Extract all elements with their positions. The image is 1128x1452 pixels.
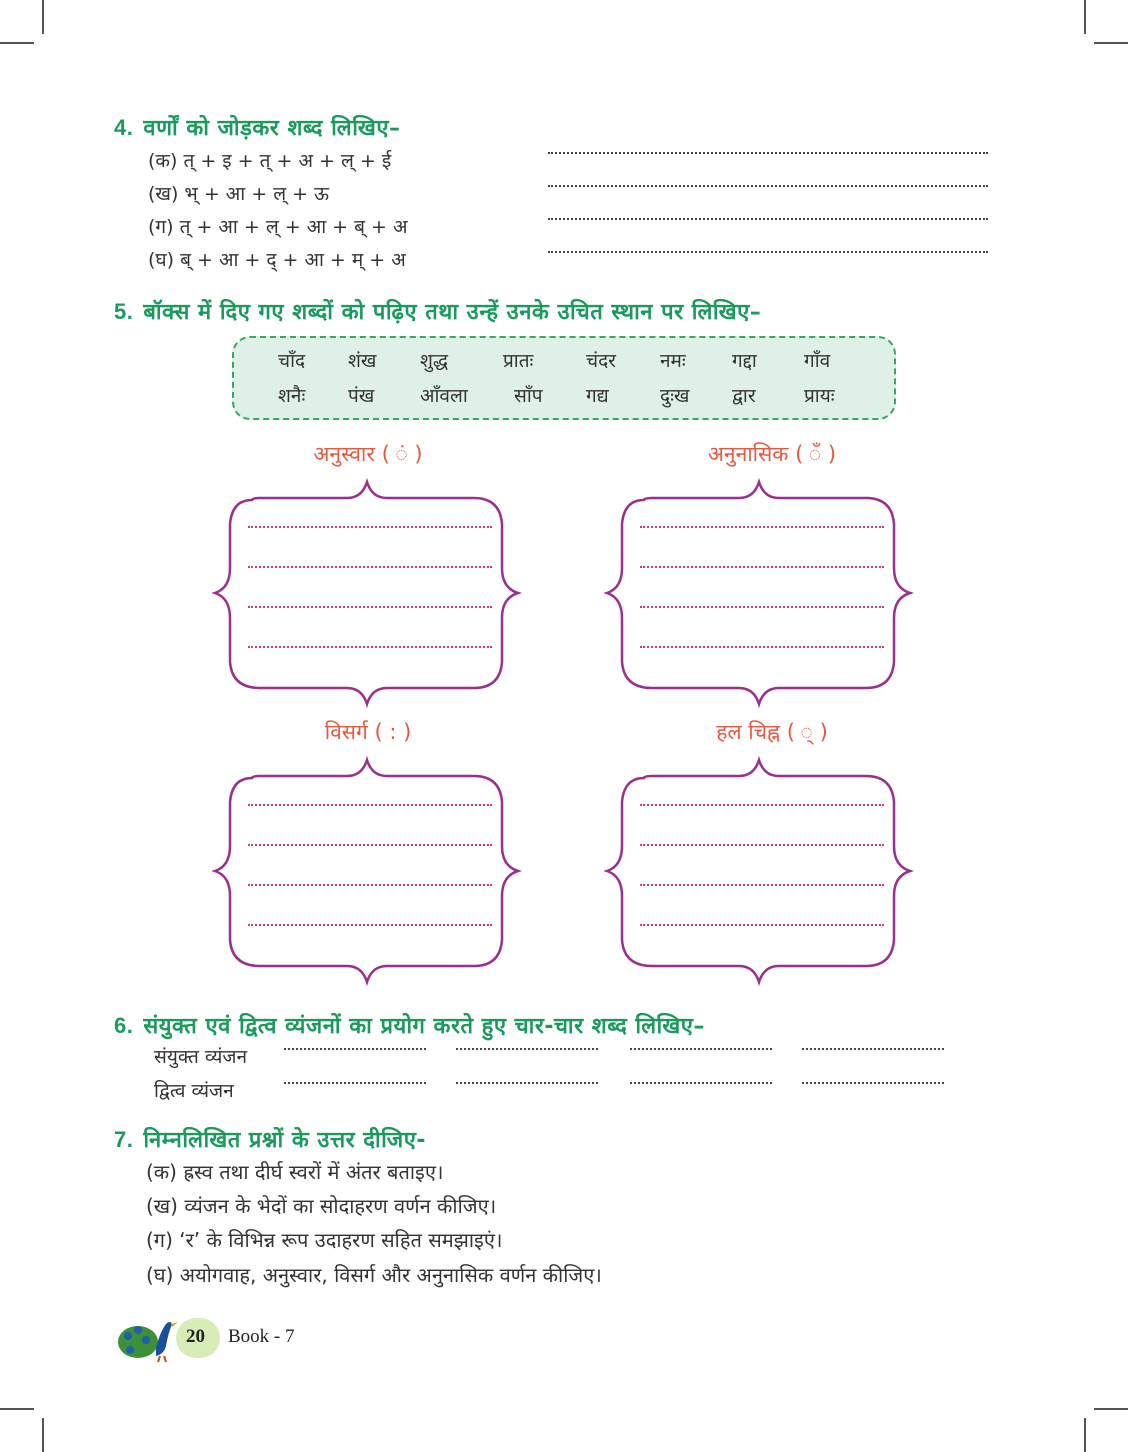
frame-answer-line[interactable] [640,606,884,608]
answer-line[interactable] [802,1048,944,1050]
frame-answer-line[interactable] [640,646,884,648]
question-title: संयुक्त एवं द्वित्व व्यंजनों का प्रयोग करते हुए चार-चार शब्द लिखिए– [143,1014,705,1039]
word: नमः [660,350,686,372]
q4-item [148,180,329,206]
frame-answer-line[interactable] [248,884,492,886]
word: चंदर [586,350,616,372]
answer-line[interactable] [630,1082,772,1084]
item-label: (ख) [146,1194,178,1218]
row-label-dvitva: द्वित्व व्यंजन [154,1080,234,1102]
frame-answer-line[interactable] [640,844,884,846]
answer-line[interactable] [284,1048,426,1050]
question-title: निम्नलिखित प्रश्नों के उत्तर दीजिए- [143,1128,426,1153]
item-text: त् + इ + त् + अ + ल् + ई [183,150,392,172]
crop-mark [0,1408,34,1410]
category-anusvar: अनुस्वार ( ं ) [313,442,423,466]
item-text: भ् + आ + ल् + ऊ [184,183,329,205]
frame-answer-line[interactable] [640,804,884,806]
question-6-heading [114,1010,705,1040]
item-label: (ख) [148,183,179,205]
word: द्वार [732,385,756,407]
q4-item [148,246,406,272]
frame-answer-line[interactable] [640,566,884,568]
page-number: 20 [186,1326,205,1347]
q7-item [146,1226,502,1253]
item-label: (क) [148,150,178,172]
word: शनैः [278,385,306,407]
word: शंख [348,350,377,372]
word: चाँद [278,350,306,372]
item-text: ‘र’ के विभिन्न रूप उदाहरण सहित समझाइएं। [179,1228,503,1252]
q7-item [146,1158,444,1185]
q7-item [146,1192,496,1219]
crop-mark [1084,1418,1086,1452]
answer-line[interactable] [456,1048,598,1050]
frame-hal-chihn [604,756,914,986]
row-label-sanyukt: संयुक्त व्यंजन [154,1046,248,1068]
answer-line[interactable] [284,1082,426,1084]
q4-item [148,147,391,173]
crop-mark [1094,1408,1128,1410]
frame-visarg [212,756,522,986]
word-box [232,336,896,420]
question-4-heading [114,112,401,142]
item-text: अयोगवाह, अनुस्वार, विसर्ग और अनुनासिक वर्णन कीजिए। [179,1263,602,1287]
frame-answer-line[interactable] [248,606,492,608]
item-text: ह्रस्व तथा दीर्घ स्वरों में अंतर बताइए। [183,1160,444,1184]
frame-answer-line[interactable] [248,646,492,648]
q4-item [148,213,408,239]
answer-line[interactable] [548,251,988,253]
word: दुःख [660,385,690,407]
word: गाँव [804,350,831,372]
question-number: 7. [114,1127,134,1152]
question-title: बॉक्स में दिए गए शब्दों को पढ़िए तथा उन्हें उनके उचित स्थान पर लिखिए– [143,300,762,325]
item-label: (ग) [148,216,174,238]
word: साँप [514,385,543,407]
item-text: त् + आ + ल् + आ + ब् + अ [179,216,408,238]
word: गद्य [586,385,609,407]
question-5-heading [114,296,761,326]
category-hal-chihn: हल चिह्न ( ् ) [716,720,828,744]
frame-answer-line[interactable] [248,526,492,528]
frame-anunasik [604,478,914,708]
item-label: (क) [146,1160,177,1184]
word: आँवला [420,385,468,407]
word: पंख [348,385,375,407]
frame-answer-line[interactable] [248,804,492,806]
category-visarg: विसर्ग ( : ) [324,720,412,744]
word: प्रायः [804,385,835,407]
crop-mark [1094,42,1128,44]
answer-line[interactable] [548,218,988,220]
category-anunasik: अनुनासिक ( ँ ) [707,442,837,466]
word: गद्दा [732,350,757,372]
crop-mark [42,1418,44,1452]
item-label: (घ) [148,249,175,271]
q7-item [146,1261,602,1288]
frame-answer-line[interactable] [640,924,884,926]
item-text: ब् + आ + द् + आ + म् + अ [180,249,406,271]
item-label: (ग) [146,1228,173,1252]
frame-answer-line[interactable] [248,566,492,568]
question-number: 4. [114,115,134,140]
frame-answer-line[interactable] [248,844,492,846]
frame-answer-line[interactable] [248,924,492,926]
question-number: 6. [114,1013,134,1038]
question-number: 5. [114,299,134,324]
question-title: वर्णों को जोड़कर शब्द लिखिए– [143,116,401,141]
answer-line[interactable] [548,185,988,187]
crop-mark [42,0,44,34]
word: प्रातः [503,350,534,372]
answer-line[interactable] [456,1082,598,1084]
answer-line[interactable] [630,1048,772,1050]
frame-anusvar [212,478,522,708]
word: शुद्ध [420,350,449,372]
answer-line[interactable] [802,1082,944,1084]
frame-answer-line[interactable] [640,884,884,886]
crop-mark [1084,0,1086,34]
book-label: Book - 7 [228,1326,295,1347]
frame-answer-line[interactable] [640,526,884,528]
crop-mark [0,42,34,44]
answer-line[interactable] [548,152,988,154]
item-label: (घ) [146,1263,174,1287]
question-7-heading [114,1124,426,1154]
item-text: व्यंजन के भेदों का सोदाहरण वर्णन कीजिए। [184,1194,497,1218]
